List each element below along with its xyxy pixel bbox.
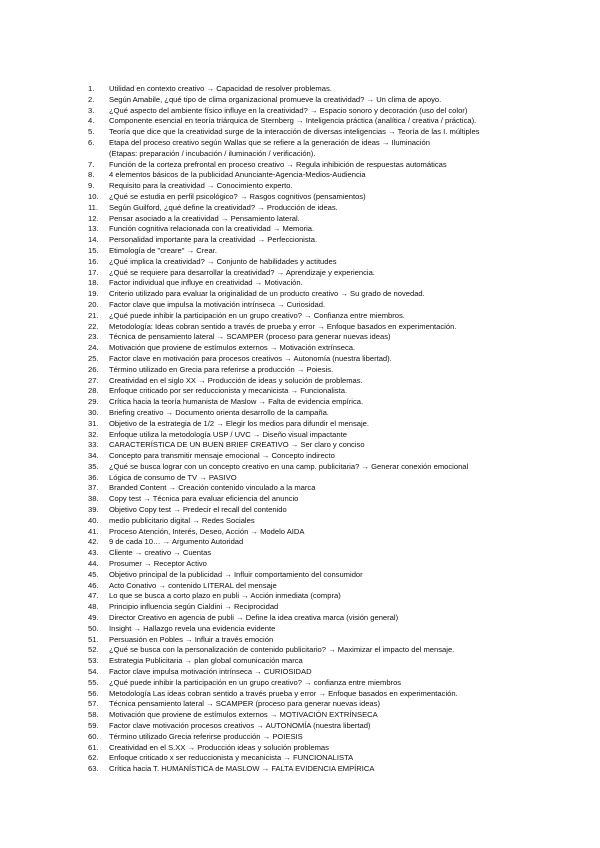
item-text: Prosumer → Receptor Activo <box>109 559 207 569</box>
list-item <box>88 473 588 484</box>
item-text: Función de la corteza prefrontal en proceso creativo → Regula inhibición de respuestas automáticas <box>109 159 447 169</box>
item-number: 36. <box>88 472 99 482</box>
item-number: 10. <box>88 191 99 201</box>
item-text: Objetivo principal de la publicidad → Influir comportamiento del consumidor <box>109 569 363 579</box>
list-item <box>88 408 588 419</box>
list-item <box>88 397 588 408</box>
item-text: Director Creativo en agencia de publi → Define la idea creativa marca (visión general) <box>109 613 399 623</box>
numbered-list <box>88 84 588 775</box>
item-text: Acto Conativo → contenido LITERAL del mensaje <box>109 580 277 590</box>
item-text: Crítica hacia la teoría humanista de Maslow → Falta de evidencia empírica. <box>109 397 364 407</box>
item-number: 55. <box>88 677 99 687</box>
item-text: ¿Qué aspecto del ambiente físico influye en la creatividad? → Espacio sonoro y decoración (uso del color) <box>109 105 468 115</box>
list-item <box>88 721 588 732</box>
item-number: 63. <box>88 764 99 774</box>
item-text: ¿Qué se busca lograr con un concepto creativo en una camp. publicitaria? → Generar conexión emocional <box>109 461 469 471</box>
item-text: ¿Qué se busca con la personalización de contenido publicitario? → Maximizar el impacto del mensaje. <box>109 645 455 655</box>
item-number: 14. <box>88 235 99 245</box>
item-text: ¿Qué se requiere para desarrollar la creatividad? → Aprendizaje y experiencia. <box>109 267 375 277</box>
item-number: 15. <box>88 245 99 255</box>
item-text: Criterio utilizado para evaluar la originalidad de un producto creativo → Su grado de novedad. <box>109 289 425 299</box>
item-number: 61. <box>88 742 99 752</box>
list-item <box>88 527 588 538</box>
list-item <box>88 451 588 462</box>
list-item <box>88 246 588 257</box>
item-number: 46. <box>88 580 99 590</box>
item-number: 50. <box>88 623 99 633</box>
item-number: 11. <box>88 202 98 212</box>
item-number: 22. <box>88 321 99 331</box>
list-item <box>88 505 588 516</box>
item-text: Crítica hacia T. HUMANÍSTICA de MASLOW → FALTA EVIDENCIA EMPÍRICA <box>109 764 375 774</box>
item-text: Etimología de "creare" → Crear. <box>109 245 217 255</box>
item-number: 42. <box>88 537 99 547</box>
list-item <box>88 106 588 117</box>
item-number: 39. <box>88 505 99 515</box>
item-number: 29. <box>88 397 99 407</box>
item-number: 51. <box>88 634 99 644</box>
item-number: 44. <box>88 559 99 569</box>
list-item <box>88 332 588 343</box>
item-number: 20. <box>88 299 99 309</box>
item-text: Técnica de pensamiento lateral → SCAMPER (proceso para generar nuevas ideas) <box>109 332 391 342</box>
list-item <box>88 462 588 473</box>
list-item <box>88 386 588 397</box>
item-text: Según Amabile, ¿qué tipo de clima organizacional promueve la creatividad? → Un clima de apoyo. <box>109 94 442 104</box>
item-number: 34. <box>88 451 99 461</box>
item-number: 38. <box>88 494 99 504</box>
item-text: ¿Qué puede inhibir la participación en un grupo creativo? → confianza entre miembros <box>109 677 402 687</box>
list-item <box>88 430 588 441</box>
item-number: 2. <box>88 94 95 104</box>
item-number: 54. <box>88 667 99 677</box>
item-text: Factor individual que influye en creatividad → Motivación. <box>109 278 303 288</box>
list-item <box>88 214 588 225</box>
item-number: 8. <box>88 170 95 180</box>
list-item <box>88 753 588 764</box>
item-text: Metodología Las ideas cobran sentido a través prueba y error → Enfoque basados en experimentación. <box>109 688 458 698</box>
list-item <box>88 376 588 387</box>
list-item <box>88 689 588 700</box>
item-text: Según Guilford, ¿qué define la creatividad? → Producción de ideas. <box>109 202 338 212</box>
item-number: 41. <box>88 526 99 536</box>
list-item <box>88 343 588 354</box>
list-item <box>88 635 588 646</box>
list-item <box>88 127 588 138</box>
item-number: 12. <box>88 213 99 223</box>
list-item <box>88 235 588 246</box>
list-item <box>88 613 588 624</box>
item-number: 18. <box>88 278 99 288</box>
item-number: 47. <box>88 591 99 601</box>
item-number: 62. <box>88 753 99 763</box>
item-number: 21. <box>88 310 99 320</box>
item-number: 3. <box>88 105 95 115</box>
item-text: Concepto para transmitir mensaje emocional → Concepto indirecto <box>109 451 335 461</box>
list-item <box>88 581 588 592</box>
list-item <box>88 537 588 548</box>
list-item <box>88 516 588 527</box>
item-number: 32. <box>88 429 99 439</box>
list-item <box>88 278 588 289</box>
item-number: 37. <box>88 483 99 493</box>
item-text: ¿Qué implica la creatividad? → Conjunto de habilidades y actitudes <box>109 256 337 266</box>
list-item <box>88 224 588 235</box>
item-text: Objetivo de la estrategia de 1/2 → Elegir los medios para difundir el mensaje. <box>109 418 370 428</box>
item-text: Factor clave en motivación para procesos creativos → Autonomía (nuestra libertad). <box>109 353 392 363</box>
item-text: Creatividad en el S.XX → Producción ideas y solución problemas <box>109 742 329 752</box>
list-item <box>88 116 588 127</box>
item-number: 1. <box>88 84 95 93</box>
item-text: Cliente → creativo → Cuentas <box>109 548 212 558</box>
item-text: ¿Qué se estudia en perfil psicológico? → Rasgos cognitivos (pensamientos) <box>109 191 366 201</box>
list-item <box>88 656 588 667</box>
item-text: Motivación que proviene de estímulos externos → MOTIVACIÓN EXTRÍNSECA <box>109 710 378 720</box>
item-text: Componente esencial en teoría triárquica de Sternberg → Inteligencia práctica (analítica / creativa / práctica). <box>109 116 477 126</box>
item-number: 17. <box>88 267 99 277</box>
item-number: 59. <box>88 721 99 731</box>
item-continuation: (Etapas: preparación / incubación / iluminación / verificación). <box>109 148 316 158</box>
list-item <box>88 160 588 171</box>
item-text: Motivación que proviene de estímulos externos → Motivación extrínseca. <box>109 343 356 353</box>
item-number: 60. <box>88 731 99 741</box>
list-item <box>88 602 588 613</box>
item-number: 52. <box>88 645 99 655</box>
item-text: Enfoque utiliza la metodología USP / UVC → Diseño visual impactante <box>109 429 347 439</box>
list-item <box>88 440 588 451</box>
item-text: Creatividad en el siglo XX → Producción de ideas y solución de problemas. <box>109 375 363 385</box>
list-item <box>88 732 588 743</box>
item-number: 49. <box>88 613 99 623</box>
list-item <box>88 365 588 376</box>
item-text: 4 elementos básicos de la publicidad Anunciante-Agencia-Medios-Audiencia <box>109 170 366 180</box>
list-item <box>88 710 588 721</box>
item-text: Persuasión en Pobles → Influir a través emoción <box>109 634 274 644</box>
item-text: Enfoque criticado por ser reduccionista y mecanicista → Funcionalista. <box>109 386 348 396</box>
item-text: Término utilizado Grecia referirse producción → POIESIS <box>109 731 303 741</box>
item-number: 16. <box>88 256 99 266</box>
list-item <box>88 624 588 635</box>
item-number: 30. <box>88 407 99 417</box>
list-item <box>88 170 588 181</box>
item-text: Branded Content → Creación contenido vinculado a la marca <box>109 483 316 493</box>
item-number: 48. <box>88 602 99 612</box>
list-item <box>88 203 588 214</box>
item-text: Estrategia Publicitaria → plan global comunicación marca <box>109 656 303 666</box>
item-number: 40. <box>88 515 99 525</box>
list-item <box>88 95 588 106</box>
item-number: 57. <box>88 699 99 709</box>
item-number: 45. <box>88 569 99 579</box>
item-text: Pensar asociado a la creatividad → Pensamiento lateral. <box>109 213 300 223</box>
list-item <box>88 257 588 268</box>
item-number: 27. <box>88 375 99 385</box>
list-item <box>88 678 588 689</box>
item-text: Término utilizado en Grecia para referirse a producción → Poiesis. <box>109 364 334 374</box>
item-text: Etapa del proceso creativo según Wallas que se refiere a la generación de ideas → Iluminación <box>109 137 430 147</box>
item-number: 6. <box>88 137 95 147</box>
item-number: 58. <box>88 710 99 720</box>
list-item <box>88 192 588 203</box>
item-text: Factor clave impulsa motivación intrínseca → CURIOSIDAD <box>109 667 312 677</box>
item-number: 4. <box>88 116 95 126</box>
list-item <box>88 591 588 602</box>
list-item <box>88 667 588 678</box>
item-text: Lo que se busca a corto plazo en publi → Acción inmediata (compra) <box>109 591 341 601</box>
item-text: Principio influencia según Cialdini → Reciprocidad <box>109 602 279 612</box>
item-text: Objetivo Copy test → Predecir el recall del contenido <box>109 505 287 515</box>
item-number: 7. <box>88 159 95 169</box>
list-item <box>88 181 588 192</box>
list-item <box>88 268 588 279</box>
item-text: Proceso Atención, Interés, Deseo, Acción → Modelo AIDA <box>109 526 305 536</box>
item-text: Teoría que dice que la creatividad surge de la interacción de diversas inteligencias → Teoría de las I. múltiples <box>109 127 480 137</box>
list-item <box>88 311 588 322</box>
item-text: Copy test → Técnica para evaluar eficiencia del anuncio <box>109 494 299 504</box>
item-text: Metodología: Ideas cobran sentido a través de prueba y error → Enfoque basados en experimentación. <box>109 321 457 331</box>
item-number: 53. <box>88 656 99 666</box>
item-number: 28. <box>88 386 99 396</box>
item-number: 26. <box>88 364 99 374</box>
list-item <box>88 300 588 311</box>
item-text: Función cognitiva relacionada con la creatividad → Memoria. <box>109 224 315 234</box>
list-item <box>88 419 588 430</box>
list-item <box>88 322 588 333</box>
list-item <box>88 548 588 559</box>
item-text: Personalidad importante para la creatividad → Perfeccionista. <box>109 235 318 245</box>
item-text: Factor clave motivación procesos creativos → AUTONOMÍA (nuestra libertad) <box>109 721 371 731</box>
list-item <box>88 84 588 95</box>
item-number: 31. <box>88 418 99 428</box>
item-number: 43. <box>88 548 99 558</box>
list-item <box>88 559 588 570</box>
item-text: 9 de cada 10… → Argumento Autoridad <box>109 537 244 547</box>
item-number: 33. <box>88 440 99 450</box>
list-item <box>88 138 588 160</box>
list-item <box>88 483 588 494</box>
item-text: medio publicitario digital → Redes Sociales <box>109 515 255 525</box>
list-item <box>88 570 588 581</box>
item-number: 19. <box>88 289 99 299</box>
item-text: Briefing creativo → Documento orienta desarrollo de la campaña. <box>109 407 329 417</box>
item-text: Factor clave que impulsa la motivación intrínseca → Curiosidad. <box>109 299 326 309</box>
item-text: Lógica de consumo de TV → PASIVO <box>109 472 237 482</box>
list-item <box>88 743 588 754</box>
list-item <box>88 494 588 505</box>
item-number: 9. <box>88 181 95 191</box>
list-item <box>88 645 588 656</box>
item-text: CARACTERÍSTICA DE UN BUEN BRIEF CREATIVO → Ser claro y conciso <box>109 440 365 450</box>
item-number: 23. <box>88 332 99 342</box>
list-item <box>88 699 588 710</box>
item-number: 5. <box>88 127 95 137</box>
list-item <box>88 354 588 365</box>
item-text: Enfoque criticado x ser reduccionista y mecanicista → FUNCIONALISTA <box>109 753 354 763</box>
item-text: Técnica pensamiento lateral → SCAMPER (proceso para generar nuevas ideas) <box>109 699 380 709</box>
item-text: Requisito para la creatividad → Conocimiento experto. <box>109 181 293 191</box>
item-number: 35. <box>88 461 99 471</box>
item-number: 13. <box>88 224 99 234</box>
item-number: 25. <box>88 353 99 363</box>
item-text: Utilidad en contexto creativo → Capacidad de resolver problemas. <box>109 84 332 93</box>
item-number: 56. <box>88 688 99 698</box>
item-text: ¿Qué puede inhibir la participación en un grupo creativo? → Confianza entre miembros. <box>109 310 405 320</box>
list-item <box>88 764 588 775</box>
item-number: 24. <box>88 343 99 353</box>
list-item <box>88 289 588 300</box>
item-text: Insight → Hallazgo revela una evidencia evidente <box>109 623 276 633</box>
